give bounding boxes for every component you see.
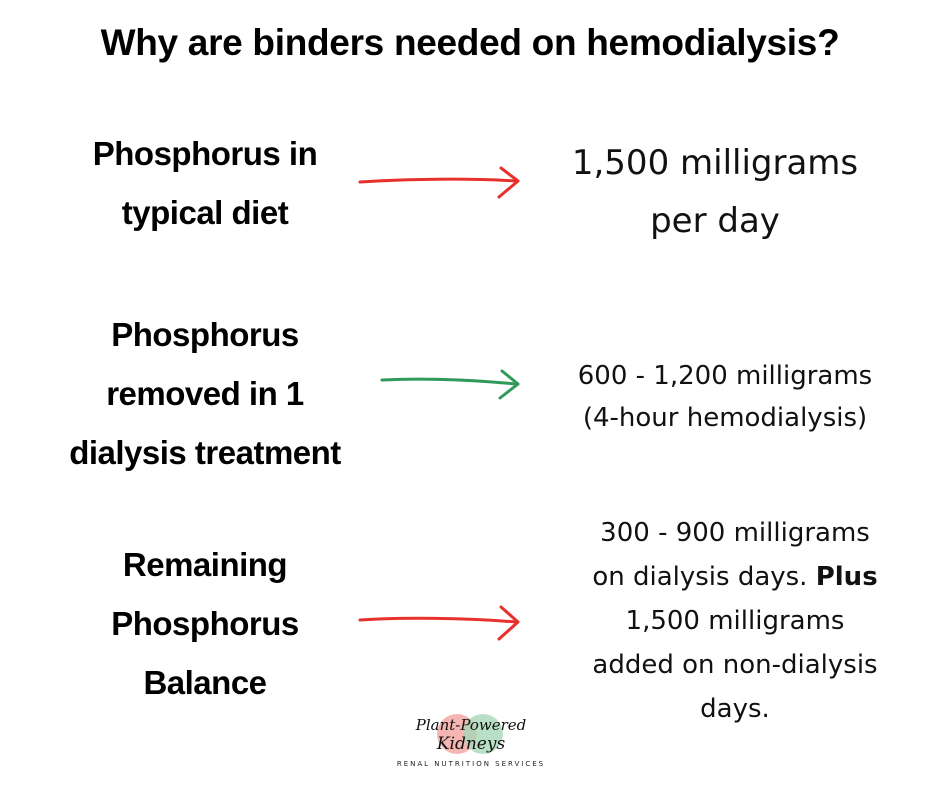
row1-value — [520, 134, 910, 250]
row2-value-line: 600 - 1,200 milligrams — [577, 361, 873, 391]
row1-label-line: typical diet — [121, 194, 289, 231]
row3-value-plus: Plus — [815, 562, 878, 592]
row3-label-line: Remaining — [122, 546, 288, 583]
row2-label-line: removed in 1 — [106, 375, 304, 412]
row3-label-line: Phosphorus — [111, 605, 299, 642]
row3-value-line — [540, 555, 930, 599]
red-arrow-icon — [356, 164, 526, 204]
row1-value-line: per day — [650, 201, 780, 241]
row2-value-line: (4-hour hemodialysis) — [582, 403, 868, 433]
logo-line1: Plant-Powered — [415, 716, 527, 734]
row3-value-text: on dialysis days. — [592, 562, 808, 592]
page-title: Why are binders needed on hemodialysis? — [100, 22, 840, 63]
brand-logo — [396, 712, 546, 774]
row2-label — [40, 305, 370, 482]
row3-value-line: added on non-dialysis — [592, 650, 878, 680]
row1-label-line: Phosphorus in — [92, 135, 318, 172]
green-arrow-icon — [378, 364, 528, 404]
red-arrow-icon — [356, 602, 526, 646]
row2-label-line: dialysis treatment — [69, 434, 341, 471]
row3-value-line: 300 - 900 milligrams — [600, 518, 870, 548]
logo-tagline: RENAL NUTRITION SERVICES — [396, 760, 546, 768]
row3-value-line: days. — [700, 694, 770, 724]
row3-label — [50, 535, 360, 712]
row1-value-line: 1,500 milligrams — [571, 143, 859, 183]
logo-line2: Kidneys — [436, 734, 506, 754]
row1-label — [50, 124, 360, 242]
row3-value — [540, 511, 930, 731]
row3-label-line: Balance — [143, 664, 267, 701]
row2-value — [530, 355, 920, 439]
row2-label-line: Phosphorus — [111, 316, 299, 353]
row3-value-line: 1,500 milligrams — [625, 606, 845, 636]
